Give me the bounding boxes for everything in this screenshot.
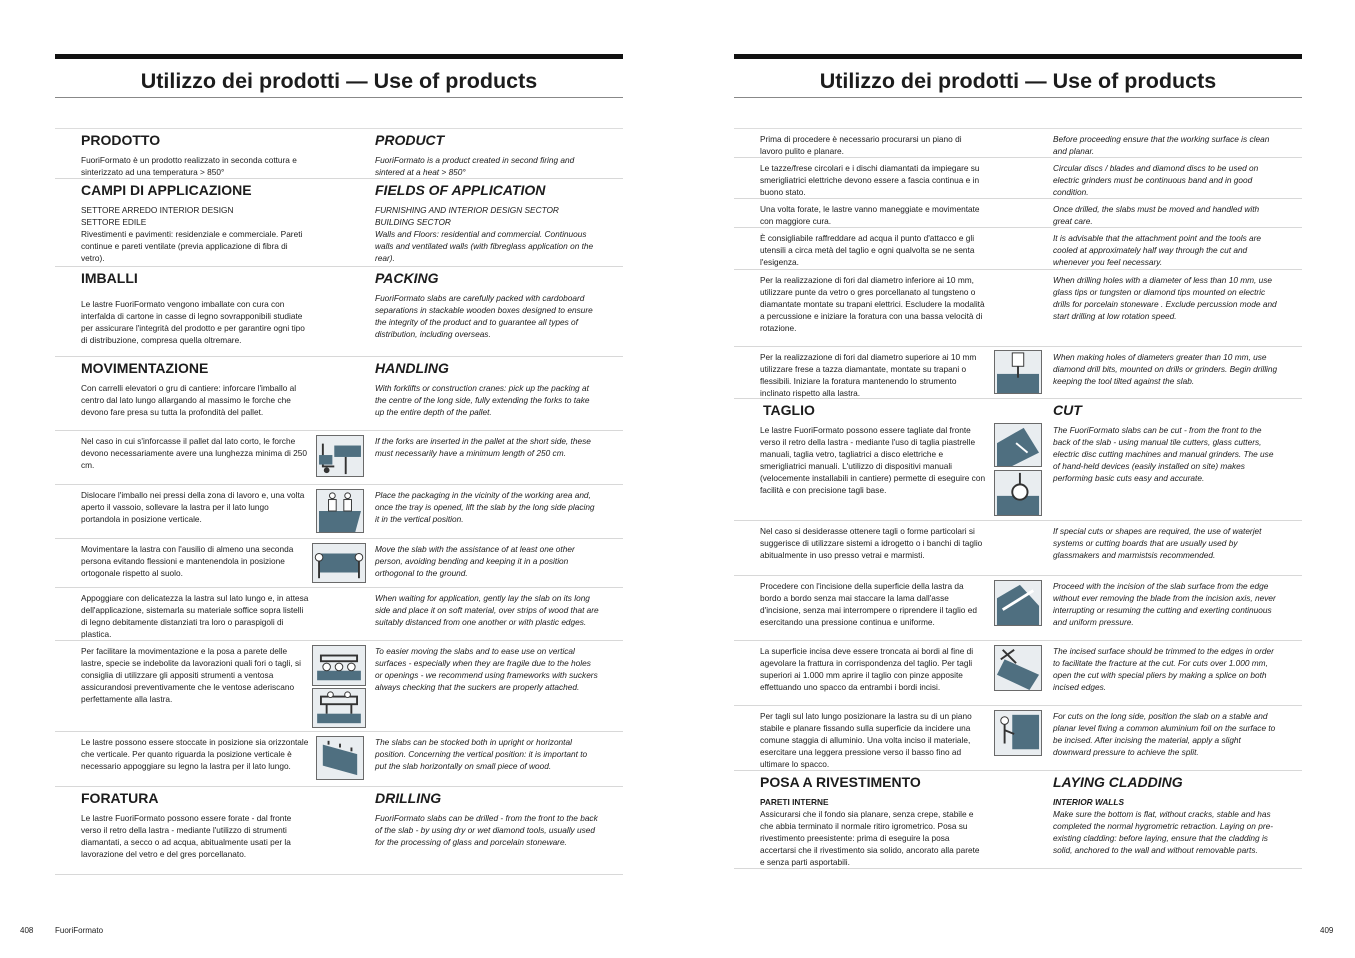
section-row: Le lastre FuoriFormato possono essere forate - dal fronte verso il retro della lastra - mediante l'utilizzo di strumenti diamantati, a secco o ad acqua, abitualmente usati per la lavorazione del vetro e del gres porcellanato. FuoriFormato slabs can be drilled - from the front to the back of the slab - by using dry or wet diamond tools, usually used for the processing of glass and porcelain stoneware. [55,808,623,875]
section-row: Per facilitare la movimentazione e la posa a parete delle lastre, specie se indebolite da lavorazioni quali fori o tagli, si consiglia di utilizzare gli appositi strumenti a ventosa assicurandosi preventivamente che le ventose aderiscano perfettamente alla lastra. To easier moving the slabs and to ease use on vertical surfaces - especially when they are fragile due to the holes or openings - we recommend using frameworks with suckers always checking that the suckers are properly attached. [55,641,623,732]
section-row: Le lastre FuoriFormato vengono imballate con cura con interfalda di cartone in casse di legno sovrapponibili studiate per assicurare l'integrità del prodotto e per garantire ogni tipo di distribuzione, compresa quella oltremare. FuoriFormato slabs are carefully packed with cardoboard separations in stackable wooden boxes designed to ensure the integrity of the product and to guarantee all types of distribution, including overseas. [55,288,623,357]
section-row: FuoriFormato è un prodotto realizzato in seconda cottura e sinterizzato ad una temperatura > 850° FuoriFormato is a product created in second firing and sintered at a heat > 850° [55,150,623,179]
incision-illustration [994,580,1042,626]
section-row: Le lastre possono essere stoccate in posizione sia orizzontale che verticale. Per quanto riguarda la posizione verticale è necessario appoggiare su legno la lastra per il lato lungo. The slabs can be stocked both in upright or horizontal position. Concerning the vertical position: it is important to put the slab horizontally on small piece of wood. [55,732,623,787]
section-campi-heading: CAMPI DI APPLICAZIONE FIELDS OF APPLICATION [81,182,546,198]
section-row: Una volta forate, le lastre vanno maneggiate e movimentate con maggiore cura. Once drilled, the slabs must be moved and handled with great care. [734,199,1302,228]
section-row: Nel caso in cui s'inforcasse il pallet dal lato corto, le forche devono necessariamente avere una lunghezza minima di 250 cm. If the forks are inserted in the pallet at the short side, these must necessarily have a minimum length of 250 cm. [55,431,623,485]
straightedge-cut-illustration [994,710,1042,756]
section-row: Le lastre FuoriFormato possono essere tagliate dal fronte verso il retro della lastra - mediante l'uso di taglia piastrelle manuali, taglia vetro, tagliatrici a disco elettriche e smerigliatrici manuali. L'utilizzo di dispositivi manuali (velocemente installabili in cantiere) permette di eseguire con facilità e con precisione tagli base. The FuoriFormato slabs can be cut - from the front to the back of the slab - using manual tile cutters, glass cutters, electric disc cutting machines and manual grinders. The use of hand-held devices (easily installed on site) makes performing basic cuts easy and accurate. [734,420,1302,521]
suction-tool-illustration [312,645,366,686]
section-posa-heading: POSA A RIVESTIMENTO LAYING CLADDING [760,774,1183,790]
section-row: Con carrelli elevatori o gru di cantiere: inforcare l'imballo al centro dal lato lungo allargando al massimo le forche che devono fare presa su tutta la profondità del pallet. With forklifts or construction cranes: pick up the packing at the centre of the long side, fully extending the forks to take up the entire depth of the pallet. [55,378,623,431]
section-row: Prima di procedere è necessario procurarsi un piano di lavoro pulito e planare. Before proceeding ensure that the working surface is clean and planar. [734,129,1302,158]
page-title: Utilizzo dei prodotti — Use of products [819,69,1217,93]
section-row: Procedere con l'incisione della superficie della lastra da bordo a bordo senza mai staccare la lama dall'asse d'incisione, senza mai interrompere o riprendere il taglio ed esercitando una pressione continua e uniforme. Proceed with the incision of the slab surface from the edge without ever removing the blade from the incision axis, never interrupting or resuming the cutting and exerting continuous and uniform pressure. [734,576,1302,641]
section-row: PARETI INTERNE Assicurarsi che il fondo sia planare, senza crepe, stabile e che abbia terminato il normale ritiro igrometrico. Posa su rivestimento preesistente: prima di eseguire la posa accertarsi che il rivestimento sia solido, ancorato alla parete e senza parti asportabili. INTERIOR WALLS Make sure the bottom is flat, without cracks, stable and has completed the normal hygrometric retraction. Laying on pre-existing cladding: before laying, ensure that the cladding is solid, anchored to the wall and without removable parts. [734,792,1302,869]
grinder-illustration [994,470,1042,516]
section-movimentazione-heading: MOVIMENTAZIONE HANDLING [81,360,449,376]
two-people-carry-illustration [312,543,366,583]
pliers-illustration [994,645,1042,691]
suction-frame-illustration [312,688,366,728]
left-page [55,54,623,875]
page-title: Utilizzo dei prodotti — Use of products [140,69,538,93]
section-taglio-heading: TAGLIO CUT [763,402,1082,418]
section-imballi-heading: IMBALLI PACKING [81,270,439,286]
section-row: Appoggiare con delicatezza la lastra sul lato lungo e, in attesa dell'applicazione, sistemarla su materiale soffice sopra listelli di legno debitamente distanziati tra loro o paraspigoli di plastica. When waiting for application, gently lay the slab on its long side and place it on soft material, over strips of wood that are suitably distanced from one another or with plastic edges. [55,588,623,641]
title-bar [55,54,623,59]
section-row: Per tagli sul lato lungo posizionare la lastra su di un piano stabile e planare fissando sulla superficie da incidere una comune staggia di alluminio. Una volta inciso il materiale, esercitare una leggera pressione verso il basso fino ad ultimare lo spacco. For cuts on the long side, position the slab on a stable and planar level fixing a common aluminium foil on the surface to be incised. After incising the material, apply a slight downward pressure to achieve the split. [734,706,1302,771]
section-row: Le tazze/frese circolari e i dischi diamantati da impiegare su smerigliatrici elettriche devono essere a fascia continua e in buono stato. Circular discs / blades and diamond discs to be used on electric grinders must be continuous band and in good condition. [734,158,1302,199]
section-row: Per la realizzazione di fori dal diametro superiore ai 10 mm utilizzare frese a tazza diamantate, montate su trapani o flessibili. Iniziare la foratura mantenendo lo strumento inclinato rispetto alla lastra. When making holes of diameters greater than 10 mm, use diamond drill bits, mounted on drills or grinders. Begin drilling keeping the tool tilted against the slab. [734,347,1302,399]
right-page [734,54,1302,869]
section-row: Dislocare l'imballo nei pressi della zona di lavoro e, una volta aperto il vassoio, sollevare la lastra per il lato lungo portandola in posizione verticale. Place the packaging in the vicinity of the working area and, once the tray is opened, lift the slab by the long side placing it in the vertical position. [55,485,623,539]
section-foratura-heading: FORATURA DRILLING [81,790,442,806]
storage-illustration [316,736,364,780]
section-row: Nel caso si desiderasse ottenere tagli o forme particolari si suggerisce di utilizzare sistemi a idrogetto o i banchi di taglio abitualmente in uso presso vetrai e marmisti. If special cuts or shapes are required, the use of waterjet systems or cutting boards that are usually used by glassmakers and marmistsis recommended. [734,521,1302,576]
page-number-right: 409 [1320,926,1334,935]
lift-slab-illustration [316,489,364,533]
section-prodotto-heading: PRODOTTO PRODUCT [81,132,445,148]
title-bar [734,54,1302,59]
section-row: Per la realizzazione di fori dal diametro inferiore ai 10 mm, utilizzare punte da vetro o gres porcellanato al tungsteno o diamantate montate su trapani elettrici. Escludere la modalità a percussione e iniziare la foratura con una bassa velocità di rotazione. When drilling holes with a diameter of less than 10 mm, use glass tips or tungsten or diamond tips mounted on electric drills for porcelain stoneware . Exclude percussion mode and start drilling at low rotation speed. [734,270,1302,347]
drill-illustration [994,350,1042,394]
footer-brand: FuoriFormato [55,926,104,935]
forklift-illustration [316,435,364,477]
section-row: La superficie incisa deve essere troncata ai bordi al fine di agevolare la frattura in corrispondenza del taglio. Per tagli superiori ai 1.000 mm aprire il taglio con pinze apposite effettuando uno spacco da entrambi i bordi incisi. The incised surface should be trimmed to the edges in order to facilitate the fracture at the cut. For cuts over 1.000 mm, open the cut with special pliers by making a splice on both incised edges. [734,641,1302,706]
section-row: SETTORE ARREDO INTERIOR DESIGN SETTORE EDILE Rivestimenti e pavimenti: residenziale e commerciale. Pareti continue e pareti ventilate (previa applicazione di fibra di vetro). FURNISHING AND INTERIOR DESIGN SECTOR BUILDING SECTOR Walls and Floors: residential and commercial. Continuous walls and ventilated walls (with fibreglass application on the rear). [55,200,623,267]
tile-cutter-illustration [994,423,1042,467]
section-row: È consigliabile raffreddare ad acqua il punto d'attacco e gli utensili a circa metà del taglio e ogni qualvolta se ne senta l'esigenza. It is advisable that the attachment point and the tools are cooled at approximately half way through the cut and whenever you feel necessary. [734,228,1302,270]
section-row: Movimentare la lastra con l'ausilio di almeno una seconda persona evitando flessioni e mantenendola in posizione ortogonale rispetto al suolo. Move the slab with the assistance of at least one other person, avoiding bending and keeping it in a position orthogonal to the ground. [55,539,623,588]
page-number-left: 408 [20,926,34,935]
